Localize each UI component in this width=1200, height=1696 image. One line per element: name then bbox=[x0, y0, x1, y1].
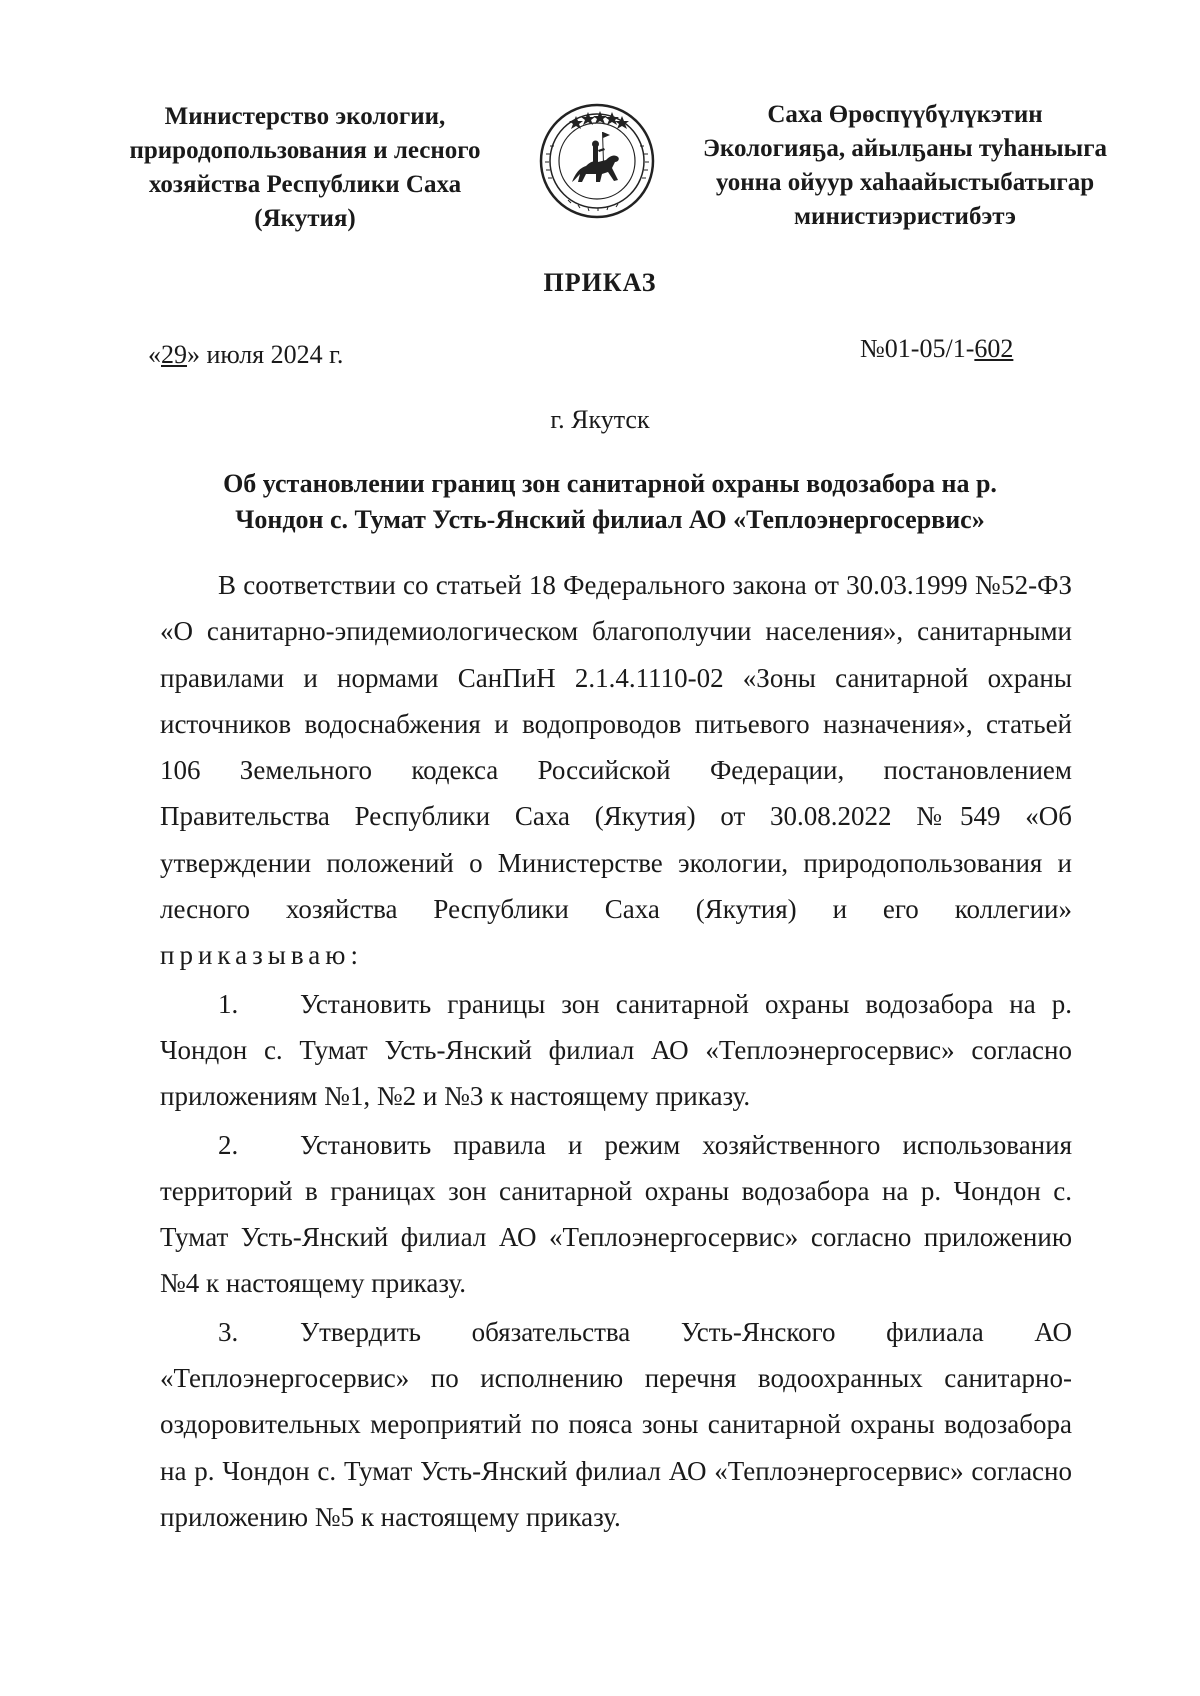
preamble-paragraph bbox=[160, 562, 1072, 979]
document-title: ПРИКАЗ bbox=[543, 268, 657, 297]
item-text: Установить правила и режим хозяйственного использования территорий в границах зон санитарной охраны водозабора на р. Чондон с. Тумат Усть-Янский филиал АО «Теплоэнергосервис» согласно приложению №4 к настоящему приказу. bbox=[160, 1129, 1072, 1299]
header-right-line: Саха Өрөспүүбүлүкэтин bbox=[767, 101, 1043, 128]
item-number: 2. bbox=[218, 1129, 239, 1160]
item-text: Утвердить обязательства Усть-Янского филиала АО «Теплоэнергосервис» по исполнению перечня водоохранных санитарно-оздоровительных мероприятий по пояса зоны санитарной охраны водозабора на р. Чондон с. Тумат Усть-Янский филиал АО «Теплоэнергосервис» согласно приложению №5 к настоящему приказу. bbox=[160, 1316, 1072, 1532]
order-body bbox=[160, 562, 1072, 1540]
order-number-prefix: №01-05/1- bbox=[860, 334, 975, 363]
order-word: приказываю: bbox=[160, 940, 363, 971]
subject-line: Об установлении границ зон санитарной охраны водозабора на р. bbox=[223, 469, 997, 498]
header-left-line: хозяйства Республики Саха bbox=[148, 171, 462, 198]
date-month-year: » июля 2024 г. bbox=[187, 340, 344, 369]
coat-of-arms-icon bbox=[528, 102, 666, 220]
header-right-line: Экологияҕа, айылҕаны туһаныыга bbox=[702, 135, 1108, 162]
date-open-quote: « bbox=[148, 340, 161, 369]
header-right-line: министиэристибэтэ bbox=[794, 203, 1016, 230]
item-text: Установить границы зон санитарной охраны водозабора на р. Чондон с. Тумат Усть-Янский филиал АО «Теплоэнергосервис» согласно приложениям №1, №2 и №3 к настоящему приказу. bbox=[160, 988, 1072, 1112]
order-item bbox=[160, 1309, 1072, 1540]
date-day: 29 bbox=[161, 340, 187, 369]
item-number: 3. bbox=[218, 1316, 239, 1347]
ministry-name-yakut bbox=[690, 98, 1120, 234]
order-number-suffix: 602 bbox=[974, 334, 1014, 363]
city: г. Якутск bbox=[550, 405, 650, 434]
ministry-name-russian bbox=[100, 100, 510, 236]
preamble-text: В соответствии со статьей 18 Федерального закона от 30.03.1999 №52-ФЗ «О санитарно-эпидемиологическом благополучии населения», санитарными правилами и нормами СанПиН 2.1.4.1110-02 «Зоны санитарной охраны источников водоснабжения и водопроводов питьевого назначения», статьей 106 Земельного кодекса Российской Федерации, постановлением Правительства Республики Саха (Якутия) от 30.08.2022 №549 «Об утверждении положений о Министерстве экологии, природопользования и лесного хозяйства Республики Саха (Якутия) и его коллегии» bbox=[160, 570, 1072, 925]
order-date bbox=[148, 340, 343, 370]
order-subject bbox=[170, 466, 1050, 538]
order-item bbox=[160, 1122, 1072, 1307]
header-right-line: уонна ойуур хаһаайыстыбатыгар bbox=[715, 169, 1095, 196]
header-left-line: (Якутия) bbox=[254, 205, 356, 232]
header-left-line: природопользования и лесного bbox=[129, 137, 481, 164]
header-left-line: Министерство экологии, bbox=[164, 103, 446, 130]
subject-line: Чондон с. Тумат Усть-Янский филиал АО «Теплоэнергосервис» bbox=[235, 505, 985, 534]
order-number bbox=[860, 334, 1013, 364]
item-number: 1. bbox=[218, 988, 239, 1019]
order-item bbox=[160, 981, 1072, 1120]
